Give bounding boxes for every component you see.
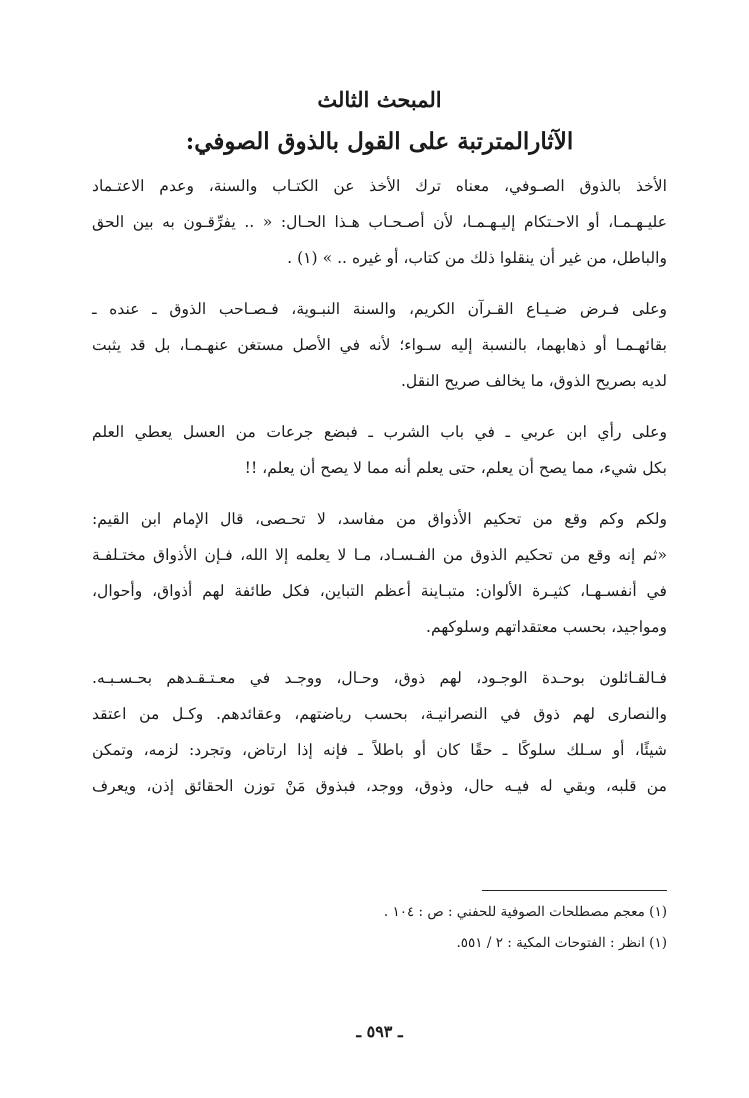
- text-line: لديه بصريح الذوق، ما يخالف صريح النقل.: [400, 372, 667, 390]
- footnote: (١) انظر : الفتوحات المكية : ٢ / ٥٥١.: [456, 935, 667, 951]
- text-line: في أنفسـهـا، كثيـرة الألوان: متبـاينة أعظم التباين، فكل طائفة لهم أذواق، وأحوال،: [92, 582, 667, 600]
- text-line: وعلى فـرض ضـيـاع القـرآن الكريم، والسنة النبـوية، فـصـاحب الذوق ـ عنده ـ: [92, 300, 667, 318]
- body-text: [92, 168, 667, 804]
- text-line: الأخذ بالذوق الصـوفي، معناه ترك الأخذ عن الكتـاب والسنة، وعدم الاعتـماد: [92, 177, 667, 195]
- page-number: ـ ٥٩٣ ـ: [356, 1022, 403, 1041]
- text-line: وعلى رأي ابن عربي ـ في باب الشرب ـ فبضع جرعات من العسل يعطي العلم: [92, 423, 667, 441]
- paragraph: [92, 291, 667, 399]
- text-line: ومواجيد، بحسب معتقداتهم وسلوكهم.: [426, 618, 667, 636]
- section-heading: الآثارالمترتبة على القول بالذوق الصوفي:: [185, 128, 574, 155]
- footnote-divider: [482, 890, 667, 891]
- text-line: شيئًا، أو سـلك سلوكًا ـ حقًا كان أو باطلاً ـ فإنه إذا ارتاض، وتجرد: لزمه، وتمكن: [92, 741, 667, 759]
- text-line: عليـهـمـا، أو الاحـتكام إليـهـمـا، لأن أصـحـاب هـذا الحـال: « .. يفرِّقـون به بين الحق: [92, 213, 667, 231]
- footnote: (١) معجم مصطلحات الصوفية للحفني : ص : ١٠٤ .: [383, 904, 667, 920]
- text-line: ولكم وكم وقع من تحكيم الأذواق من مفاسد، لا تحـصى، قال الإمام ابن القيم:: [92, 510, 667, 528]
- text-line: بكل شيء، مما يصح أن يعلم، حتى يعلم أنه مما لا يصح أن يعلم، !!: [244, 459, 667, 477]
- paragraph: [92, 501, 667, 645]
- text-line: «ثم إنه وقع من تحكيم الذوق من الفـسـاد، مـا لا يعلمه إلا الله، فـإن الأذواق مختـلفـة: [92, 546, 667, 564]
- text-line: والباطل، من غير أن ينقلوا ذلك من كتاب، أو غيره .. » (١) .: [287, 249, 667, 267]
- document-page: [92, 80, 667, 1080]
- chapter-title: المبحث الثالث: [317, 87, 442, 112]
- text-line: والنصارى لهم ذوق في النصرانيـة، بحسب رياضتهم، وعقائدهم. وكـل من اعتقد: [92, 705, 667, 723]
- paragraph: [92, 660, 667, 804]
- paragraph: [92, 168, 667, 276]
- text-line: من قلبه، وبقي له فيـه حال، وذوق، ووجد، فبذوق مَنْ توزن الحقائق إذن، ويعرف: [92, 777, 667, 795]
- footnotes: [92, 897, 667, 959]
- paragraph: [92, 414, 667, 486]
- text-line: فـالقـائلون بوحـدة الوجـود، لهم ذوق، وحـال، ووجـد في معـتـقـدهم بحـسـبـه.: [92, 669, 667, 687]
- text-line: بقائهـمـا أو ذهابهما، بالنسبة إليه سـواء؛ لأنه في الأصل مستغن عنهـمـا، بل قد يثبت: [92, 336, 667, 354]
